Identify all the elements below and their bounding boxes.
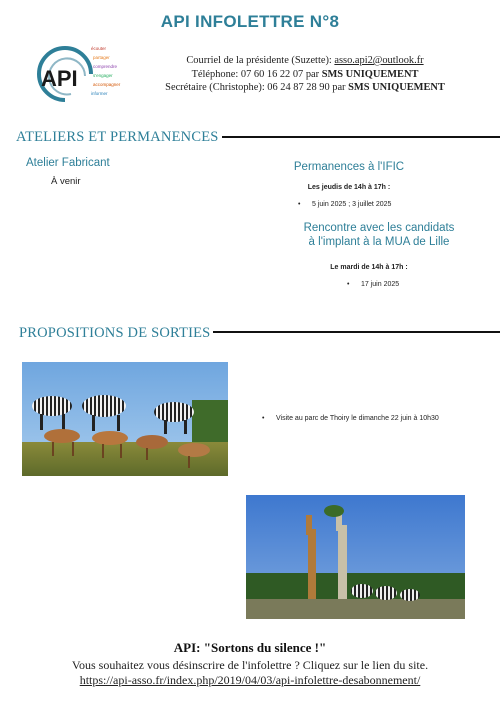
section-title-sorties: PROPOSITIONS DE SORTIES [19, 325, 211, 341]
contact-line-3-bold: SMS UNIQUEMENT [348, 82, 445, 93]
section-divider [213, 331, 500, 333]
zebras-antelopes-photo [22, 362, 228, 476]
svg-text:comprendre: comprendre [93, 64, 118, 69]
newsletter-title: API INFOLETTRE N°8 [160, 12, 340, 31]
permanences-dates: • 5 juin 2025 ; 3 juillet 2025 [298, 201, 392, 208]
contact-line-1: Courriel de la présidente (Suzette): [186, 55, 335, 66]
contact-line-3: Secrétaire (Christophe): 06 24 87 28 90 par [165, 82, 349, 93]
sortie-item: • Visite au parc de Thoiry le dimanche 22 juin à 10h30 [262, 415, 439, 422]
contact-line-2-bold: SMS UNIQUEMENT [321, 68, 419, 80]
svg-text:API: API [41, 66, 78, 91]
giraffes-zebras-photo [246, 495, 465, 619]
api-logo [35, 40, 135, 110]
section-title-ateliers: ATELIERS ET PERMANENCES [16, 129, 219, 145]
svg-text:partager: partager [93, 55, 110, 60]
rencontre-date: • 17 juin 2025 [347, 281, 400, 288]
president-email-link[interactable]: asso.api2@outlook.fr [334, 55, 424, 66]
footer-slogan: API: "Sortons du silence !" [173, 640, 327, 655]
unsubscribe-text: Vous souhaitez vous désinscrire de l'infolettre ? Cliquez sur le lien du site. [71, 658, 429, 672]
svg-text:informer: informer [91, 91, 108, 96]
contact-block [150, 54, 460, 95]
atelier-status: À venir [51, 176, 81, 187]
svg-text:s'engager: s'engager [93, 73, 113, 78]
unsubscribe-link[interactable]: https://api-asso.fr/index.php/2019/04/03/api-infolettre-desabonnement/ [79, 673, 421, 687]
rencontre-schedule: Le mardi de 14h à 17h : [330, 264, 408, 271]
section-divider [222, 136, 500, 138]
atelier-title: Atelier Fabricant [26, 157, 110, 169]
permanences-title: Permanences à l'IFIC [293, 161, 405, 173]
rencontre-title: Rencontre avec les candidats à l'implant à la MUA de Lille [303, 222, 455, 248]
permanences-schedule: Les jeudis de 14h à 17h : [307, 184, 391, 191]
svg-text:accompagner: accompagner [93, 82, 121, 87]
svg-text:écouter: écouter [91, 46, 107, 51]
contact-line-2: Téléphone: 07 60 16 22 07 par [191, 68, 322, 80]
